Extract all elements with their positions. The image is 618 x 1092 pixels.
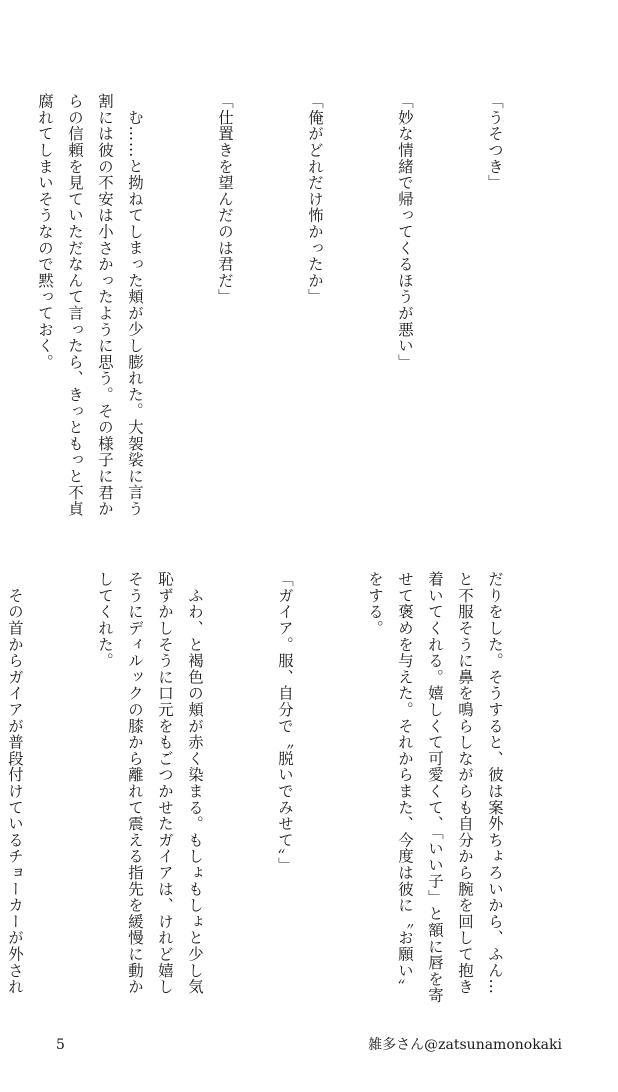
page-number: 5 — [56, 1037, 65, 1053]
paragraph: その首からガイアが普段付けているチョーカーが外され — [6, 587, 24, 995]
paragraph: む……と拗ねてしまった頬が少し膨れた。大袈裟に言う割には彼の不安は小さかったように思う。その様子に君からの信頼を見ていただなんて言ったら、きっともっと不貞腐れてしまいそうなので黙っておく。 — [36, 93, 144, 517]
paragraph: 「うそつき」 — [486, 93, 504, 191]
paragraph: だりをした。そうすると、彼は案外ちょろいから、ふん…と不服そうに鼻を鳴らしながらも自分から腕を回して抱き着いてくれる。嬉しくて可愛くて、「いい子」と額に唇を寄せて褒めを与えた。それからまた、今度は彼に〝お願い〟をする。 — [366, 571, 504, 1004]
paragraph: 「俺がどれだけ怖かったか」 — [306, 93, 324, 305]
upper-text-block — [36, 93, 570, 521]
paragraph: 「仕置きを望んだのは君だ」 — [216, 93, 234, 305]
lower-text-block — [6, 571, 570, 1011]
paragraph: 「ガイア。服、自分で〝脱いでみせて〟」 — [276, 571, 294, 873]
paragraph: ふわ、と褐色の頬が赤く染まる。もしょもしょと少し気恥ずかしそうに口元をもごつかせたガイアは、けれど嬉しそうにディルックの膝から離れて震える指先を緩慢に動かしてくれた。 — [96, 571, 204, 995]
paragraph: 「妙な情緒で帰ってくるほうが悪い」 — [396, 93, 414, 371]
author-credit: 雑多さん@zatsunamonokaki — [368, 1037, 562, 1053]
